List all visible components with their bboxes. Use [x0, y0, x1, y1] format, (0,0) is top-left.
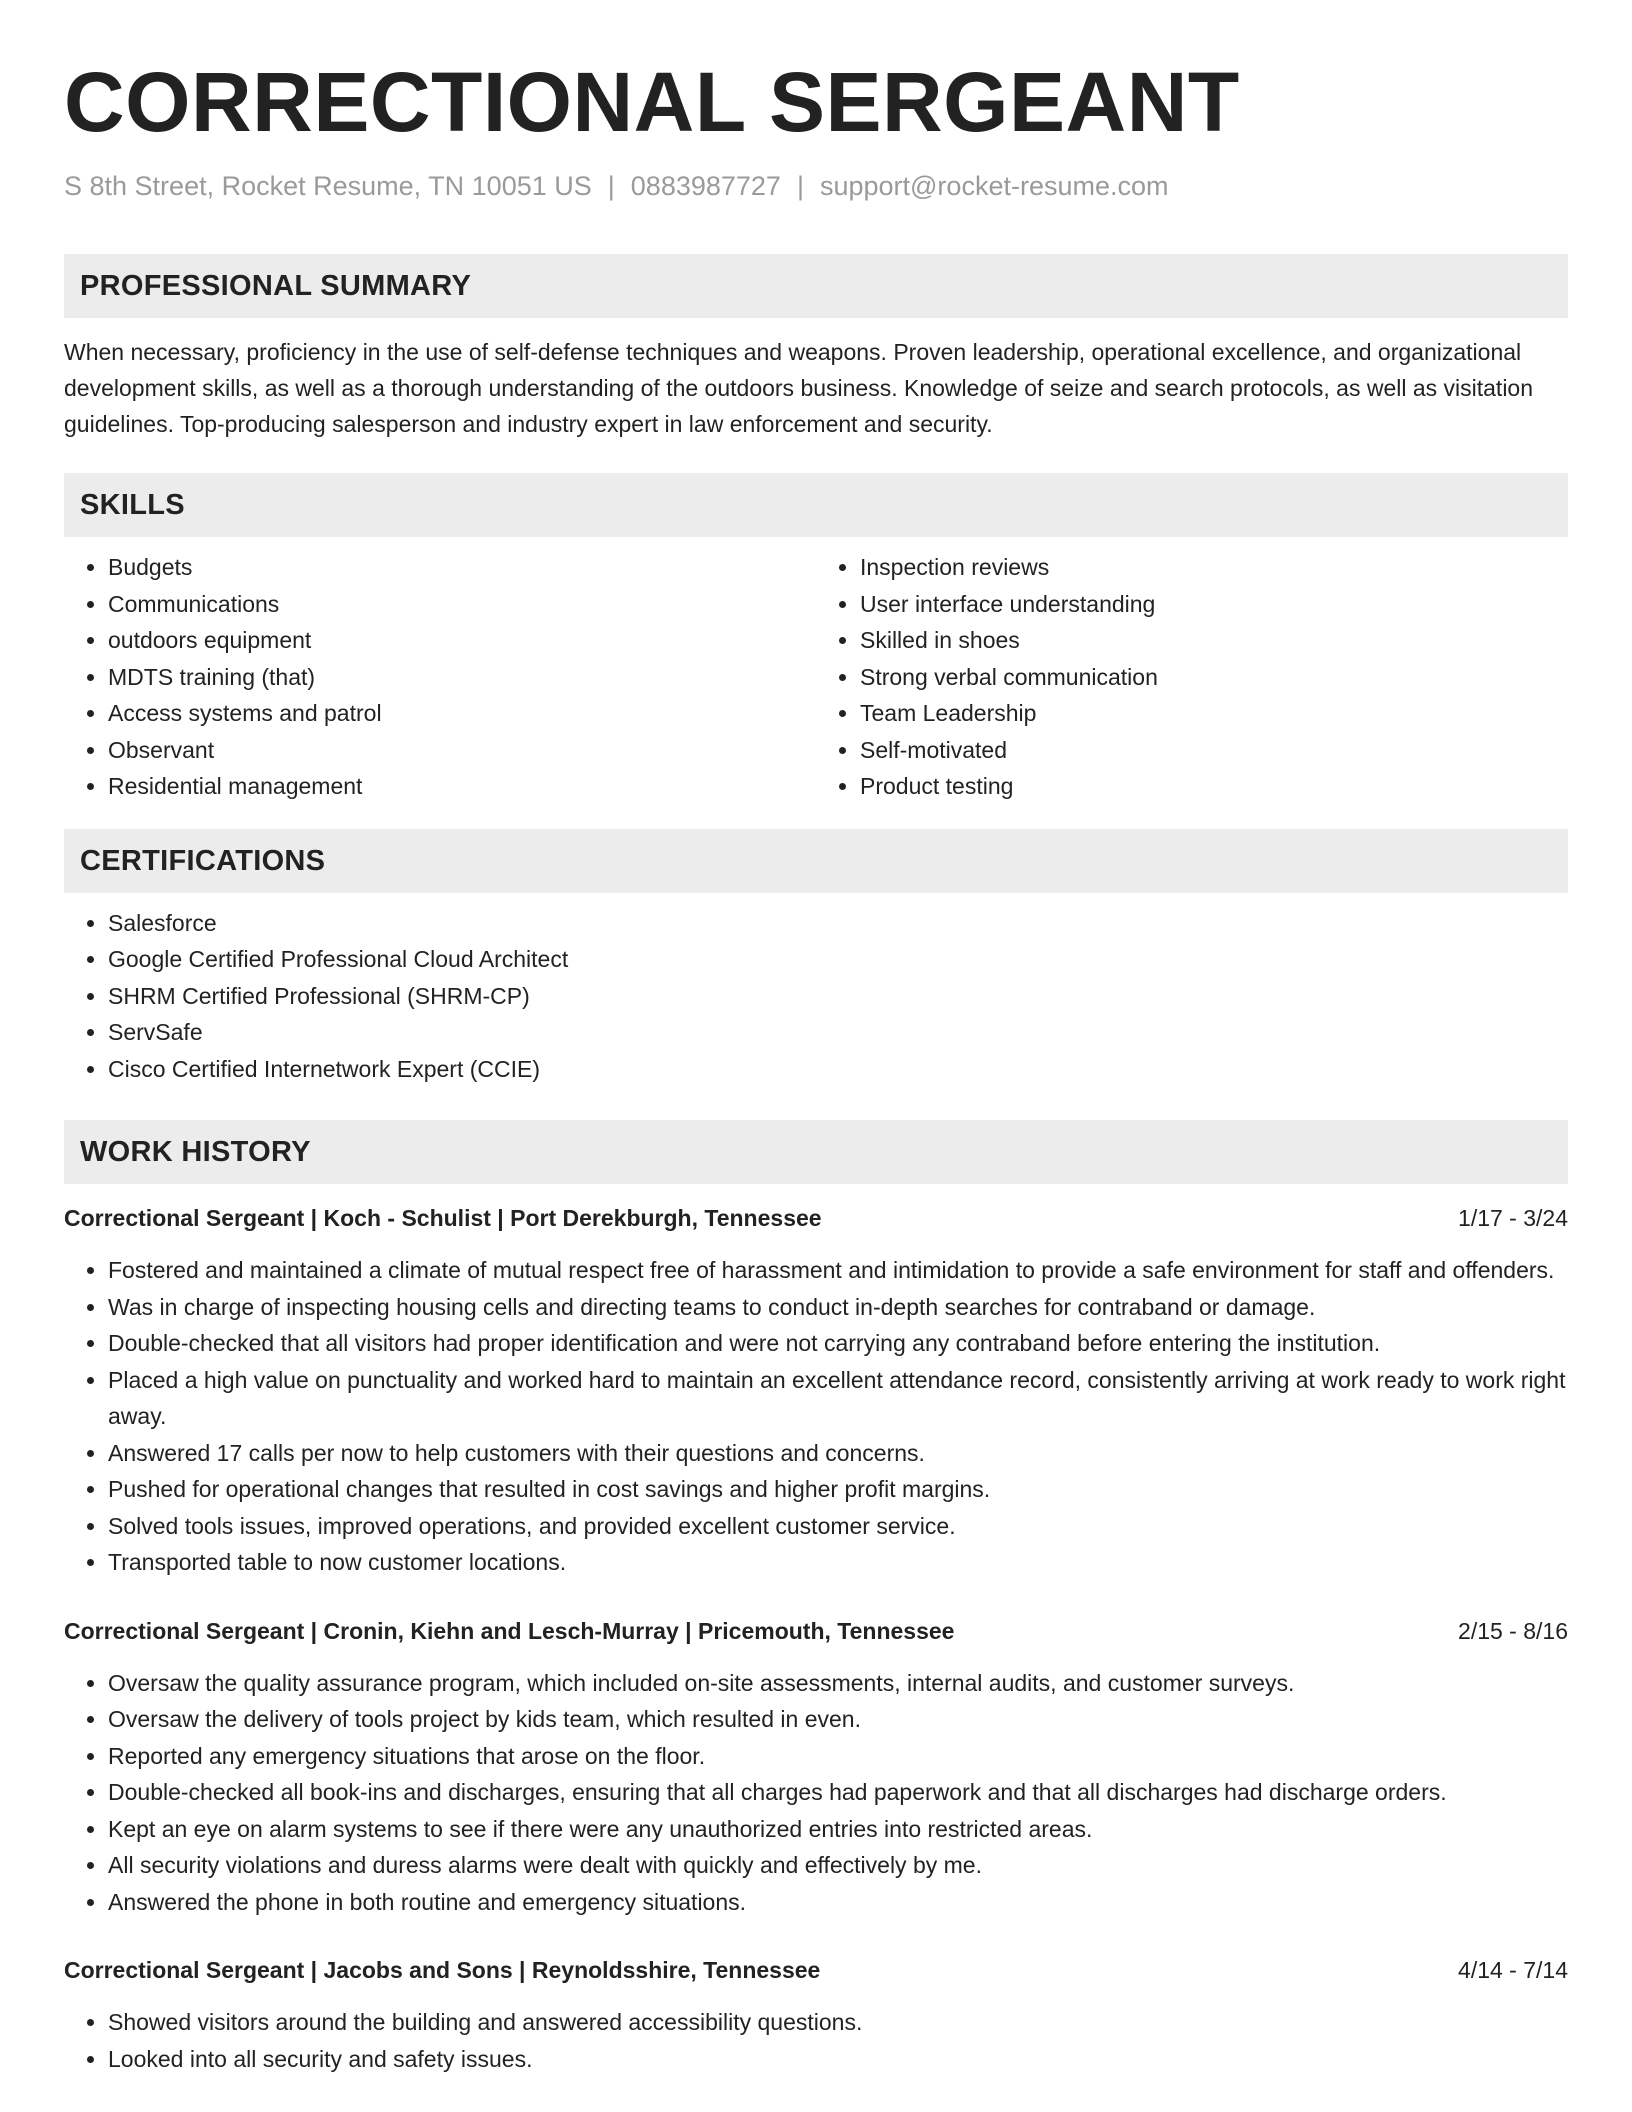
job-header — [64, 1952, 1568, 1988]
job-duty: • Solved tools issues, improved operations, and provided excellent customer service. — [108, 1508, 1568, 1545]
skill-item: • Self-motivated — [860, 732, 1568, 769]
job-duties-list — [64, 1665, 1568, 1921]
certifications-list — [64, 905, 1568, 1088]
section-heading-summary: PROFESSIONAL SUMMARY — [64, 254, 1568, 318]
contact-address: S 8th Street, Rocket Resume, TN 10051 US — [64, 171, 592, 201]
contact-line — [64, 166, 1568, 206]
skill-item: • Product testing — [860, 768, 1568, 805]
skill-item: • Strong verbal communication — [860, 659, 1568, 696]
job-duty: • Answered the phone in both routine and emergency situations. — [108, 1884, 1568, 1921]
job-duty: • Transported table to now customer locations. — [108, 1544, 1568, 1581]
job-duty: • Pushed for operational changes that resulted in cost savings and higher profit margins. — [108, 1471, 1568, 1508]
job-duty: • Oversaw the quality assurance program, which included on-site assessments, internal audits, and customer surveys. — [108, 1665, 1568, 1702]
skills-column-left — [64, 549, 816, 805]
job-duty: • Double-checked that all visitors had proper identification and were not carrying any contraband before entering the institution. — [108, 1325, 1568, 1362]
job-duty: • Placed a high value on punctuality and worked hard to maintain an excellent attendance record, consistently arriving at work ready to work right away. — [108, 1362, 1568, 1435]
skill-item: • User interface understanding — [860, 586, 1568, 623]
job-title: Correctional Sergeant | Jacobs and Sons | Reynoldsshire, Tennessee — [64, 1957, 821, 1983]
skill-item: • outdoors equipment — [108, 622, 816, 659]
job-duties-list — [64, 2004, 1568, 2077]
job-header — [64, 1200, 1568, 1236]
skill-item: • Budgets — [108, 549, 816, 586]
job-title: Correctional Sergeant | Cronin, Kiehn and Lesch-Murray | Pricemouth, Tennessee — [64, 1617, 955, 1644]
job-entry — [64, 1200, 1568, 1581]
job-duty: • Looked into all security and safety issues. — [108, 2041, 1568, 2078]
job-duty: • Double-checked all book-ins and discharges, ensuring that all charges had paperwork and that all discharges had discharge orders. — [108, 1774, 1568, 1811]
skills-list — [64, 549, 1568, 805]
job-dates: 4/14 - 7/14 — [1458, 1957, 1568, 1983]
contact-email: support@rocket-resume.com — [819, 171, 1169, 201]
job-duty: • Answered 17 calls per now to help customers with their questions and concerns. — [108, 1435, 1568, 1472]
job-duty: • Oversaw the delivery of tools project by kids team, which resulted in even. — [108, 1701, 1568, 1738]
skill-item: • Residential management — [108, 768, 816, 805]
skills-column-right — [816, 549, 1568, 805]
skill-item: • Skilled in shoes — [860, 622, 1568, 659]
skill-item: • MDTS training (that) — [108, 659, 816, 696]
job-duty: • Kept an eye on alarm systems to see if there were any unauthorized entries into restricted areas. — [108, 1811, 1568, 1848]
job-duty: • All security violations and duress alarms were dealt with quickly and effectively by me. — [108, 1847, 1568, 1884]
skill-item: • Inspection reviews — [860, 549, 1568, 586]
section-heading-skills: SKILLS — [64, 473, 1568, 537]
certification-item: • Cisco Certified Internetwork Expert (CCIE) — [108, 1051, 1568, 1088]
certification-item: • Google Certified Professional Cloud Architect — [108, 941, 1568, 978]
job-header — [64, 1613, 1568, 1649]
candidate-name: CORRECTIONAL SERGEANT — [64, 55, 1240, 149]
skill-item: • Observant — [108, 732, 816, 769]
job-duty: • Showed visitors around the building and answered accessibility questions. — [108, 2004, 1568, 2041]
section-heading-certifications: CERTIFICATIONS — [64, 829, 1568, 893]
job-dates: 2/15 - 8/16 — [1458, 1617, 1568, 1644]
job-title: Correctional Sergeant | Koch - Schulist | Port Derekburgh, Tennessee — [64, 1205, 822, 1231]
job-duty: • Fostered and maintained a climate of mutual respect free of harassment and intimidation to provide a safe environment for staff and offenders. — [108, 1252, 1568, 1289]
certification-item: • Salesforce — [108, 905, 1568, 942]
job-duty: • Reported any emergency situations that arose on the floor. — [108, 1738, 1568, 1775]
contact-phone: 0883987727 — [630, 171, 781, 201]
skill-item: • Team Leadership — [860, 695, 1568, 732]
certification-item: • ServSafe — [108, 1014, 1568, 1051]
skill-item: • Access systems and patrol — [108, 695, 816, 732]
job-dates: 1/17 - 3/24 — [1458, 1205, 1568, 1231]
summary-text: When necessary, proficiency in the use of self-defense techniques and weapons. Proven leadership, operational excellence, and organizational development skills, as well as a thorough understanding of the outdoors business. Knowledge of seize and search protocols, as well as visitation guidelines. Top-producing salesperson and industry expert in law enforcement and security. — [64, 339, 1534, 437]
job-entry — [64, 1613, 1568, 1921]
certification-item: • SHRM Certified Professional (SHRM-CP) — [108, 978, 1568, 1015]
contact-separator: | — [796, 171, 804, 201]
skill-item: • Communications — [108, 586, 816, 623]
job-duties-list — [64, 1252, 1568, 1581]
contact-separator: | — [607, 171, 615, 201]
job-duty: • Was in charge of inspecting housing cells and directing teams to conduct in-depth searches for contraband or damage. — [108, 1289, 1568, 1326]
section-heading-work-history: WORK HISTORY — [64, 1120, 1568, 1184]
job-entry — [64, 1952, 1568, 2077]
